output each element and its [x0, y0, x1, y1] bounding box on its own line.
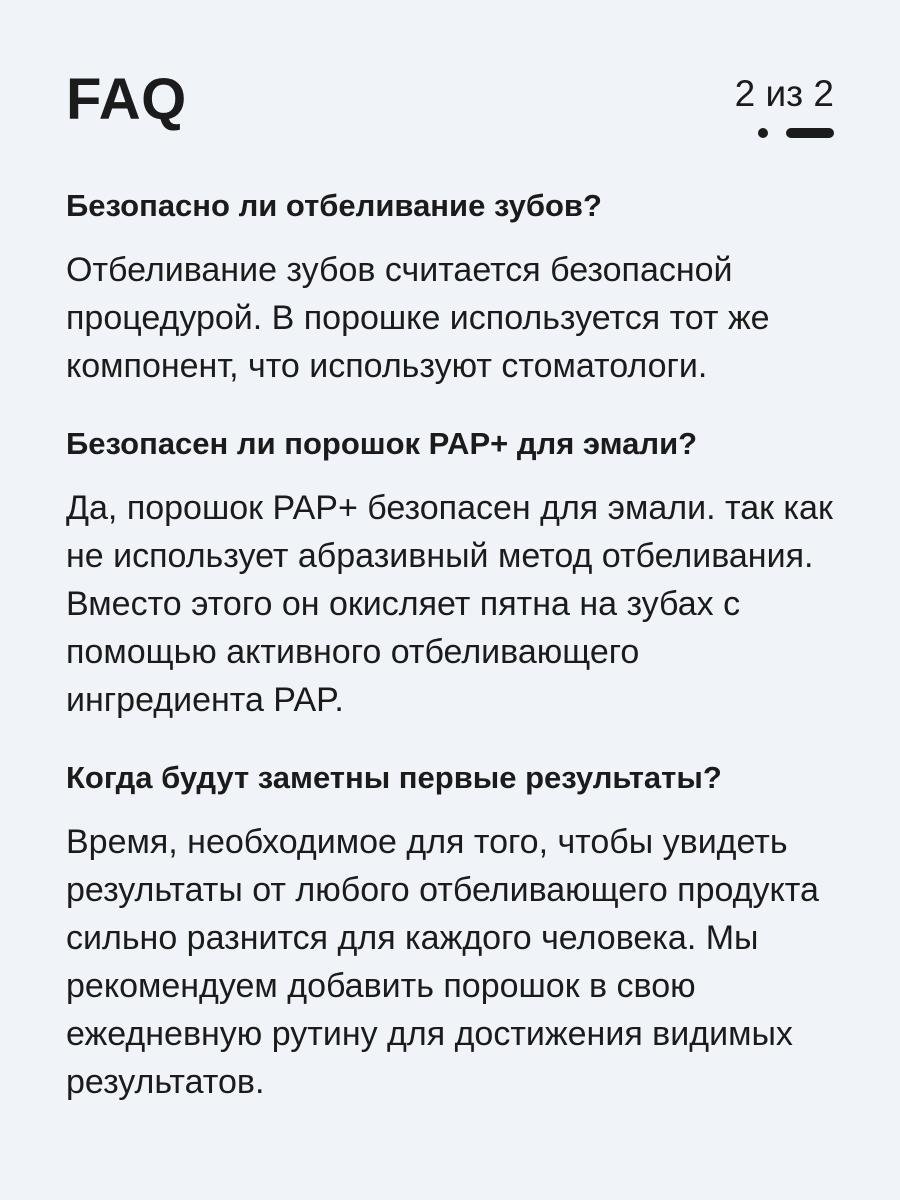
pagination-dot-inactive: [758, 128, 768, 138]
pagination-dot-active: [786, 128, 834, 138]
faq-item: [66, 186, 834, 390]
faq-answer: Да, порошок PAP+ безопасен для эмали. так как не использует абразивный метод отбеливания. Вместо этого он окисляет пятна на зубах с помощью активного отбеливающего ингредиента PAP.: [66, 489, 833, 719]
faq-question: Безопасен ли порошок PAP+ для эмали?: [66, 426, 698, 461]
header: [66, 68, 834, 186]
page-title: FAQ: [66, 67, 187, 132]
faq-question: Безопасно ли отбеливание зубов?: [66, 188, 602, 223]
pagination-dots: [758, 126, 834, 136]
faq-question: Когда будут заметны первые результаты?: [66, 760, 722, 795]
faq-answer: Время, необходимое для того, чтобы увидеть результаты от любого отбеливающего продукта сильно разнится для каждого человека. Мы рекомендуем добавить порошок в свою ежедневную рутину для достижения видимых результатов.: [66, 823, 819, 1101]
faq-item: [66, 424, 834, 724]
faq-answer: Отбеливание зубов считается безопасной процедурой. В порошке используется тот же компонент, что используют стоматологи.: [66, 251, 770, 385]
page-indicator: [714, 72, 834, 116]
faq-item: [66, 758, 834, 1106]
page-counter: 2 из 2: [734, 73, 834, 114]
